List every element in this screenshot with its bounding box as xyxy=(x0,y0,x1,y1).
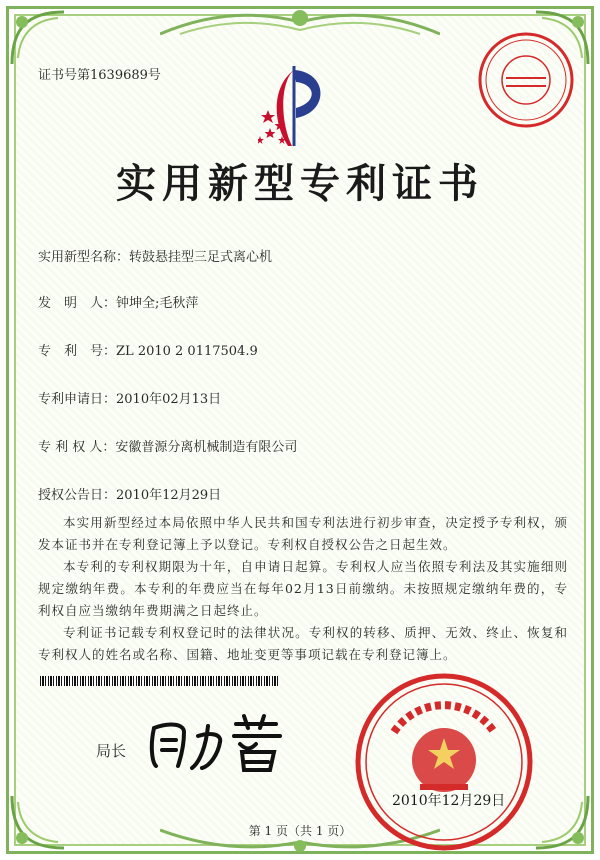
tax-stamp-seal xyxy=(476,30,576,130)
director-signature xyxy=(140,706,290,776)
corner-ornament xyxy=(8,8,68,68)
seal-date: 2010年12月29日 xyxy=(392,793,506,809)
body-paragraph: 本专利的专利权期限为十年，自申请日起算。专利权人应当依照专利法及其实施细则规定缴纳年费。本专利的年费应当在每年02月13日前缴纳。未按照规定缴纳年费的，专利权自应当缴纳年费期满之日起终止。 xyxy=(38,559,568,618)
director-label: 局长 xyxy=(96,742,127,760)
field-label: 发 明 人： xyxy=(38,296,117,311)
field-label: 专利申请日： xyxy=(38,392,117,407)
field-value: 2010年02月13日 xyxy=(116,392,222,407)
field-value: 安徽普源分离机械制造有限公司 xyxy=(115,440,298,455)
field-utility-model-name xyxy=(38,246,272,265)
body-paragraph: 专利证书记载专利权登记时的法律状况。专利权的转移、质押、无效、终止、恢复和专利权人的姓名或名称、国籍、地址变更等事项记载在专利登记簿上。 xyxy=(38,625,568,662)
page-number: 第 1 页（共 1 页） xyxy=(248,824,352,838)
top-ornament xyxy=(160,4,440,40)
field-label: 专 利 号： xyxy=(38,344,117,359)
field-label: 实用新型名称： xyxy=(38,250,130,265)
field-value: 转鼓悬挂型三足式离心机 xyxy=(129,250,273,265)
field-grant-date xyxy=(38,484,221,503)
field-label: 专 利 权 人： xyxy=(38,440,116,455)
patent-office-logo xyxy=(258,62,330,150)
field-patent-number xyxy=(38,340,258,359)
field-filing-date xyxy=(38,388,221,407)
field-inventor xyxy=(38,292,198,311)
certificate-number: 证书号第1639689号 xyxy=(38,68,161,83)
certificate-body xyxy=(38,512,568,666)
body-paragraph: 本实用新型经过本局依照中华人民共和国专利法进行初步审查，决定授予专利权，颁发本证书并在专利登记簿上予以登记。专利权自授权公告之日起生效。 xyxy=(38,515,568,552)
field-value: 2010年12月29日 xyxy=(116,488,222,503)
field-patentee xyxy=(38,436,297,455)
field-label: 授权公告日： xyxy=(38,488,117,503)
barcode xyxy=(40,676,280,686)
certificate-title: 实用新型专利证书 xyxy=(116,160,484,207)
field-value: 钟坤全;毛秋萍 xyxy=(116,296,199,311)
field-value: ZL 2010 2 0117504.9 xyxy=(116,344,258,359)
